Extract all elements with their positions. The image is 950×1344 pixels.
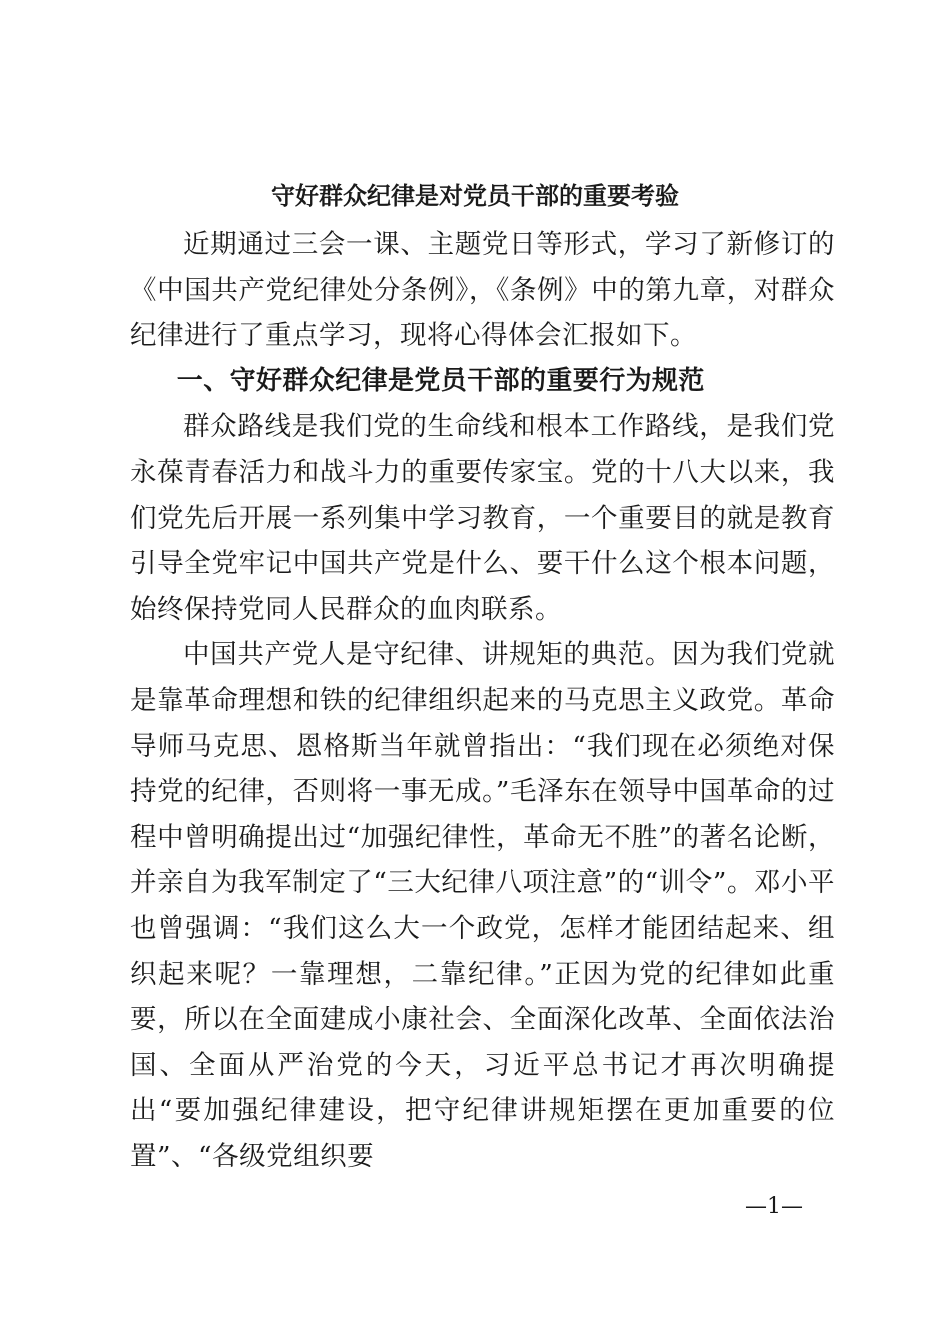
- body-paragraph: 群众路线是我们党的生命线和根本工作路线，是我们党永葆青春活力和战斗力的重要传家宝。党的十八大以来，我们党先后开展一系列集中学习教育，一个重要目的就是教育引导全党牢记中国共产党是什么、要干什么这个根本问题，始终保持党同人民群众的血肉联系。: [130, 411, 835, 625]
- body-paragraph: 中国共产党人是守纪律、讲规矩的典范。因为我们党就是靠革命理想和铁的纪律组织起来的马克思主义政党。革命导师马克思、恩格斯当年就曾指出：“我们现在必须绝对保持党的纪律，否则将一事无成。”毛泽东在领导中国革命的过程中曾明确提出过“加强纪律性，革命无不胜”的著名论断，并亲自为我军制定了“三大纪律八项注意”的“训令”。邓小平也曾强调：“我们这么大一个政党，怎样才能团结起来、组织起来呢？一靠理想，二靠纪律。”正因为党的纪律如此重要，所以在全面建成小康社会、全面深化改革、全面依法治国、全面从严治党的今天，习近平总书记才再次明确提出“要加强纪律建设，把守纪律讲规矩摆在更加重要的位置”、“各级党组织要: [130, 639, 835, 1172]
- intro-paragraph: 近期通过三会一课、主题党日等形式，学习了新修订的《中国共产党纪律处分条例》，《条例》中的第九章，对群众纪律进行了重点学习，现将心得体会汇报如下。: [130, 229, 835, 352]
- document-title: 守好群众纪律是对党员干部的重要考验: [271, 181, 679, 210]
- document-body: [130, 222, 835, 1179]
- page-number: —1—: [745, 1194, 803, 1219]
- section-heading: 一、守好群众纪律是党员干部的重要行为规范: [176, 365, 705, 396]
